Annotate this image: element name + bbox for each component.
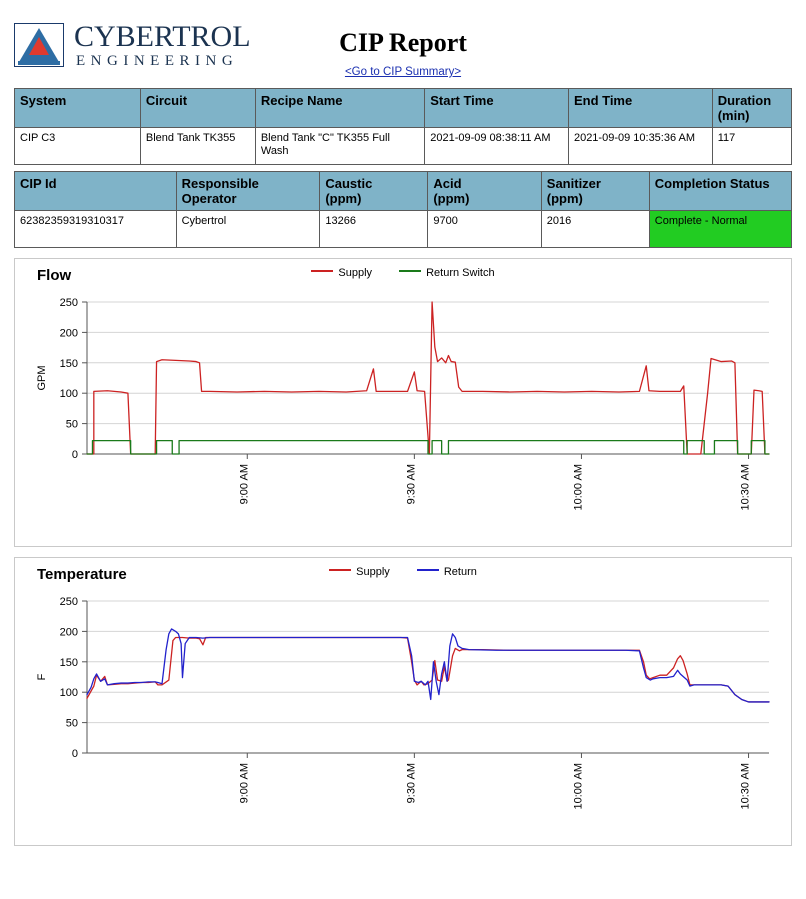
flow-chart-plot: [15, 284, 791, 532]
acid-label-line1: Acid: [433, 176, 462, 191]
svg-text:250: 250: [59, 297, 78, 309]
caustic-label-line2: (ppm): [325, 191, 362, 206]
legend-label-return: Return: [443, 566, 477, 578]
col-header-caustic: [320, 172, 428, 211]
cell-start-time: 2021-09-09 08:38:11 AM: [425, 128, 569, 165]
flow-chart-legend: [15, 267, 791, 279]
cell-system: CIP C3: [15, 128, 141, 165]
svg-text:50: 50: [65, 717, 78, 730]
svg-text:150: 150: [59, 656, 78, 669]
sanitizer-label-line1: Sanitizer: [546, 176, 601, 191]
flow-chart-title: Flow: [37, 267, 72, 284]
col-header-circuit: Circuit: [140, 89, 255, 128]
col-header-sanitizer: [541, 172, 649, 211]
svg-text:10:30 AM: 10:30 AM: [739, 763, 752, 810]
temperature-chart-panel: [14, 557, 792, 846]
report-header: [14, 10, 792, 82]
cip-run-info-table: [14, 88, 792, 165]
svg-text:0: 0: [71, 748, 78, 760]
cell-duration: 117: [712, 128, 791, 165]
cell-responsible-operator: Cybertrol: [176, 211, 320, 248]
col-header-start-time: Start Time: [425, 89, 569, 128]
temperature-chart-title: Temperature: [37, 566, 127, 583]
temperature-chart-legend: [15, 566, 791, 578]
cell-sanitizer: 2016: [541, 211, 649, 248]
legend-swatch-supply: [311, 270, 333, 272]
company-name: CYBERTROL: [74, 20, 251, 53]
legend-swatch-return-switch: [399, 270, 421, 272]
cell-circuit: Blend Tank TK355: [140, 128, 255, 165]
col-header-recipe-name: Recipe Name: [255, 89, 424, 128]
table-row: [15, 211, 792, 248]
table-header-row: [15, 172, 792, 211]
legend-item-supply: [329, 566, 390, 578]
acid-label-line2: (ppm): [433, 191, 470, 206]
duration-label-line2: (min): [717, 108, 750, 123]
legend-item-supply: [311, 267, 372, 279]
legend-item-return-switch: [399, 267, 494, 279]
cell-caustic: 13266: [320, 211, 428, 248]
sanitizer-label-line2: (ppm): [546, 191, 583, 206]
col-header-end-time: End Time: [568, 89, 712, 128]
svg-text:150: 150: [59, 357, 78, 370]
chart-svg: [15, 583, 791, 831]
col-header-duration: [712, 89, 791, 128]
svg-text:10:00 AM: 10:00 AM: [572, 763, 585, 810]
company-tagline: ENGINEERING: [76, 53, 239, 69]
svg-text:9:00 AM: 9:00 AM: [238, 763, 251, 804]
svg-text:F: F: [36, 673, 48, 681]
legend-label-supply: Supply: [356, 566, 390, 578]
legend-swatch-return: [417, 569, 439, 571]
status-badge: Complete - Normal: [649, 211, 791, 248]
chart-svg: [15, 284, 791, 532]
svg-text:9:30 AM: 9:30 AM: [405, 464, 418, 505]
svg-text:10:00 AM: 10:00 AM: [572, 464, 585, 511]
svg-text:200: 200: [59, 626, 78, 639]
flow-chart-panel: [14, 258, 792, 547]
cell-end-time: 2021-09-09 10:35:36 AM: [568, 128, 712, 165]
cip-chemistry-table: [14, 171, 792, 248]
svg-text:0: 0: [71, 449, 78, 461]
col-header-responsible-operator: [176, 172, 320, 211]
temperature-chart-plot: [15, 583, 791, 831]
legend-label-supply: Supply: [338, 267, 373, 279]
svg-text:10:30 AM: 10:30 AM: [739, 464, 752, 511]
svg-text:200: 200: [59, 327, 78, 340]
operator-label-line1: Responsible: [181, 176, 259, 191]
operator-label-line2: Operator: [181, 191, 237, 206]
col-header-acid: [428, 172, 541, 211]
svg-text:250: 250: [59, 596, 78, 608]
svg-text:100: 100: [59, 687, 78, 700]
legend-swatch-supply: [329, 569, 351, 571]
legend-label-return-switch: Return Switch: [426, 267, 495, 279]
duration-label-line1: Duration: [717, 93, 772, 108]
caustic-label-line1: Caustic: [325, 176, 373, 191]
svg-text:GPM: GPM: [36, 365, 48, 391]
col-header-cip-id: CIP Id: [15, 172, 177, 211]
cell-recipe-name: Blend Tank "C" TK355 Full Wash: [255, 128, 424, 165]
cell-cip-id: 62382359319310317: [15, 211, 177, 248]
svg-text:50: 50: [65, 418, 78, 431]
svg-text:9:00 AM: 9:00 AM: [238, 464, 251, 505]
go-to-cip-summary-link[interactable]: <Go to CIP Summary>: [344, 66, 462, 78]
page-title: CIP Report: [339, 28, 467, 57]
cell-acid: 9700: [428, 211, 541, 248]
col-header-completion-status: Completion Status: [649, 172, 791, 211]
col-header-system: System: [15, 89, 141, 128]
table-header-row: [15, 89, 792, 128]
legend-item-return: [417, 566, 477, 578]
svg-text:100: 100: [59, 388, 78, 401]
table-row: [15, 128, 792, 165]
svg-text:9:30 AM: 9:30 AM: [405, 763, 418, 804]
